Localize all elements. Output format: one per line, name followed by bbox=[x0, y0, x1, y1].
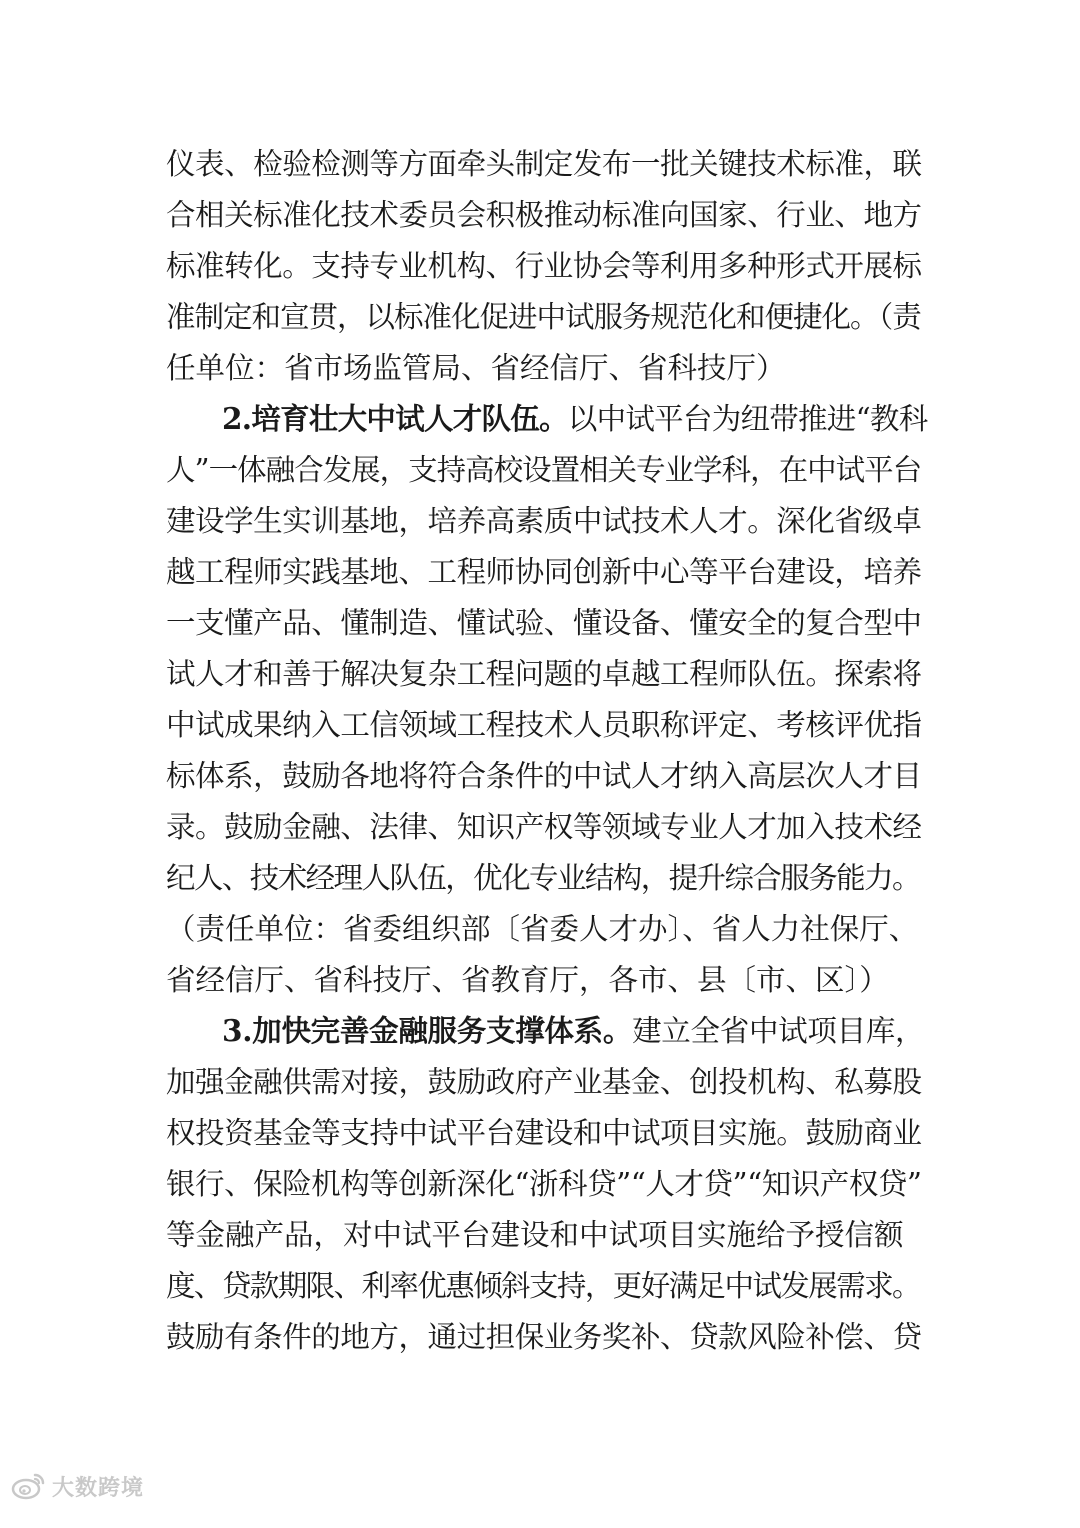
paragraph-line: 越工程师实践基地、工程师协同创新中心等平台建设，培养 bbox=[166, 555, 922, 589]
paragraph-line: 标体系，鼓励各地将符合条件的中试人才纳入高层次人才目 bbox=[166, 759, 922, 793]
paragraph-line: 权投资基金等支持中试平台建设和中试项目实施。鼓励商业 bbox=[166, 1116, 922, 1150]
section-2-first-line-text: 以中试平台为纽带推进“教科 bbox=[567, 402, 928, 436]
watermark bbox=[10, 1466, 144, 1506]
paragraph-line: 鼓励有条件的地方，通过担保业务奖补、贷款风险补偿、贷 bbox=[166, 1320, 922, 1354]
paragraph-line: 标准转化。支持专业机构、行业协会等利用多种形式开展标 bbox=[166, 249, 922, 283]
paragraph-line: 等金融产品，对中试平台建设和中试项目实施给予授信额 bbox=[166, 1218, 904, 1252]
watermark-text: 大数跨境 bbox=[52, 1475, 145, 1501]
paragraph-line: 建设学生实训基地，培养高素质中试技术人才。深化省级卓 bbox=[166, 504, 922, 538]
section-3-first-line-text: 建立全省中试项目库， bbox=[632, 1014, 925, 1048]
section-2-heading: 2.培育壮大中试人才队伍。 bbox=[222, 401, 568, 436]
section-2-first-line bbox=[222, 391, 928, 447]
section-3-heading: 3.加快完善金融服务支撑体系。 bbox=[222, 1013, 633, 1048]
paragraph-line: 度、贷款期限、利率优惠倾斜支持，更好满足中试发展需求。 bbox=[166, 1269, 920, 1303]
paragraph-line: 省经信厅、省科技厅、省教育厅，各市、县〔市、区〕） bbox=[166, 963, 889, 997]
weibo-logo-icon bbox=[10, 1470, 46, 1502]
paragraph-line: 合相关标准化技术委员会积极推动标准向国家、行业、地方 bbox=[166, 198, 922, 232]
paragraph-line: 准制定和宣贯，以标准化促进中试服务规范化和便捷化。（责 bbox=[166, 300, 921, 334]
paragraph-line: 银行、保险机构等创新深化“浙科贷”“人才贷”“知识产权贷” bbox=[166, 1167, 922, 1201]
paragraph-line: 录。鼓励金融、法律、知识产权等领域专业人才加入技术经 bbox=[166, 810, 922, 844]
paragraph-line: 任单位：省市场监管局、省经信厅、省科技厅） bbox=[166, 351, 786, 385]
paragraph-line: 中试成果纳入工信领域工程技术人员职称评定、考核评优指 bbox=[166, 708, 922, 742]
paragraph-line: 一支懂产品、懂制造、懂试验、懂设备、懂安全的复合型中 bbox=[166, 606, 922, 640]
paragraph-line: 试人才和善于解决复杂工程问题的卓越工程师队伍。探索将 bbox=[166, 657, 922, 691]
paragraph-line: （责任单位：省委组织部〔省委人才办〕、省人力社保厅、 bbox=[166, 912, 919, 946]
paragraph-line: 人”一体融合发展，支持高校设置相关专业学科，在中试平台 bbox=[166, 453, 922, 487]
paragraph-line: 纪人、技术经理人队伍，优化专业结构，提升综合服务能力。 bbox=[166, 861, 920, 895]
paragraph-line: 仪表、检验检测等方面牵头制定发布一批关键技术标准，联 bbox=[166, 147, 922, 181]
section-3-first-line bbox=[222, 1003, 925, 1059]
paragraph-line: 加强金融供需对接，鼓励政府产业基金、创投机构、私募股 bbox=[166, 1065, 922, 1099]
